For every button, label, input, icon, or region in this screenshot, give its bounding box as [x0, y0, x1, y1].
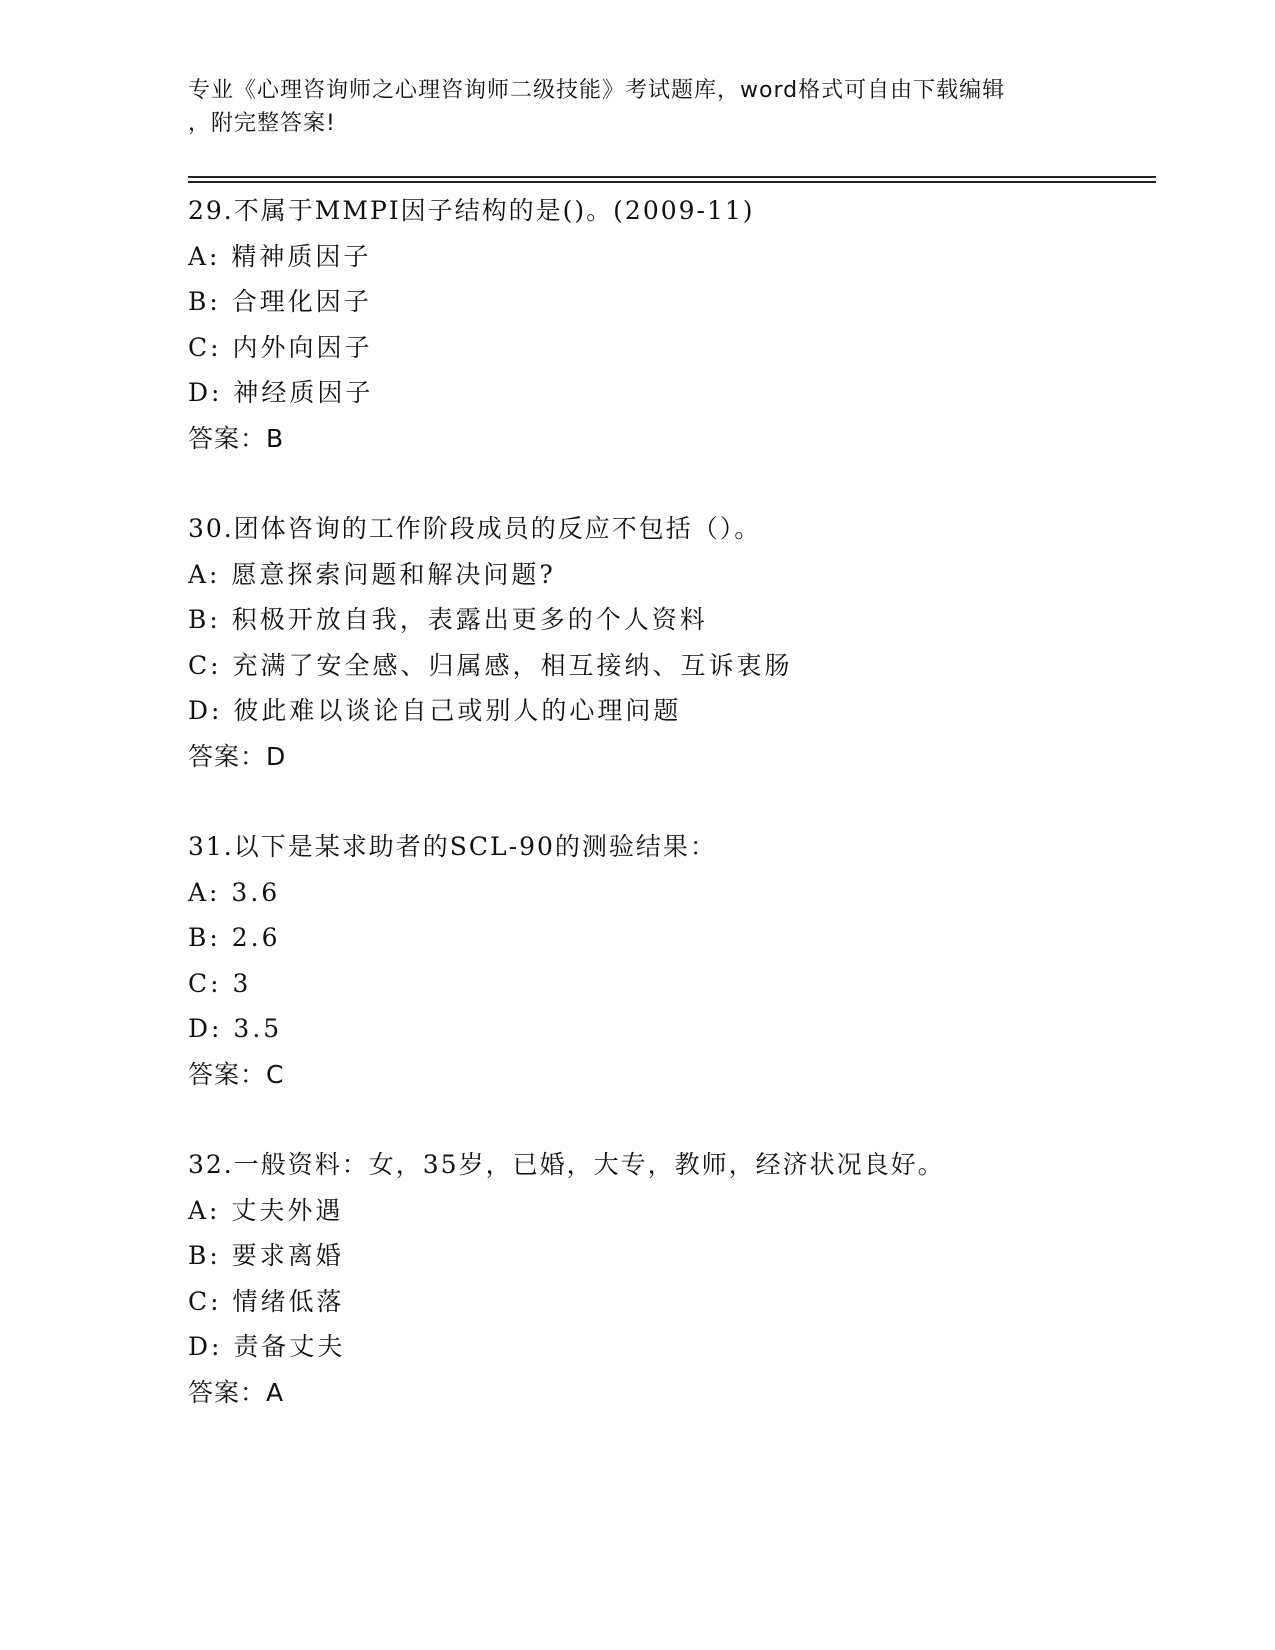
option-a: A: 愿意探索问题和解决问题? [188, 559, 556, 589]
option-b: B: 积极开放自我，表露出更多的个人资料 [188, 605, 708, 634]
option-a: A: 3.6 [188, 877, 281, 907]
question-32 [188, 1142, 1156, 1415]
answer-line: 答案：B [188, 423, 285, 453]
header-divider-top [188, 176, 1156, 178]
question-stem: 32.一般资料：女，35岁，已婚，大专，教师，经济状况良好。 [188, 1150, 945, 1179]
answer-line: 答案：A [188, 1377, 285, 1407]
option-d: D: 责备丈夫 [188, 1332, 346, 1361]
option-a: A: 丈夫外遇 [188, 1195, 344, 1225]
question-stem: 31.以下是某求助者的SCL-90的测验结果： [188, 832, 717, 861]
question-30 [188, 506, 1156, 779]
option-b: B: 要求离婚 [188, 1241, 344, 1270]
question-list [188, 188, 1156, 1460]
option-b: B: 合理化因子 [188, 287, 372, 316]
document-header [188, 74, 1088, 140]
header-line-2: ，附完整答案! [188, 111, 336, 136]
question-29 [188, 188, 1156, 461]
option-d: D: 彼此难以谈论自己或别人的心理问题 [188, 696, 682, 725]
answer-line: 答案：D [188, 741, 287, 771]
option-c: C: 情绪低落 [188, 1286, 345, 1316]
header-line-1: 专业《心理咨询师之心理咨询师二级技能》考试题库，word格式可自由下载编辑 [188, 78, 1006, 103]
answer-line: 答案：C [188, 1059, 285, 1089]
option-c: C: 充满了安全感、归属感，相互接纳、互诉衷肠 [188, 650, 793, 680]
option-c: C: 3 [188, 968, 252, 998]
option-c: C: 内外向因子 [188, 332, 373, 362]
question-stem: 29.不属于MMPI因子结构的是()。(2009-11) [188, 196, 755, 225]
header-divider-bottom [188, 181, 1156, 183]
option-b: B: 2.6 [188, 923, 281, 952]
option-a: A: 精神质因子 [188, 241, 372, 271]
option-d: D: 3.5 [188, 1014, 283, 1043]
option-d: D: 神经质因子 [188, 378, 374, 407]
question-stem: 30.团体咨询的工作阶段成员的反应不包括（）。 [188, 514, 762, 543]
question-31 [188, 824, 1156, 1097]
